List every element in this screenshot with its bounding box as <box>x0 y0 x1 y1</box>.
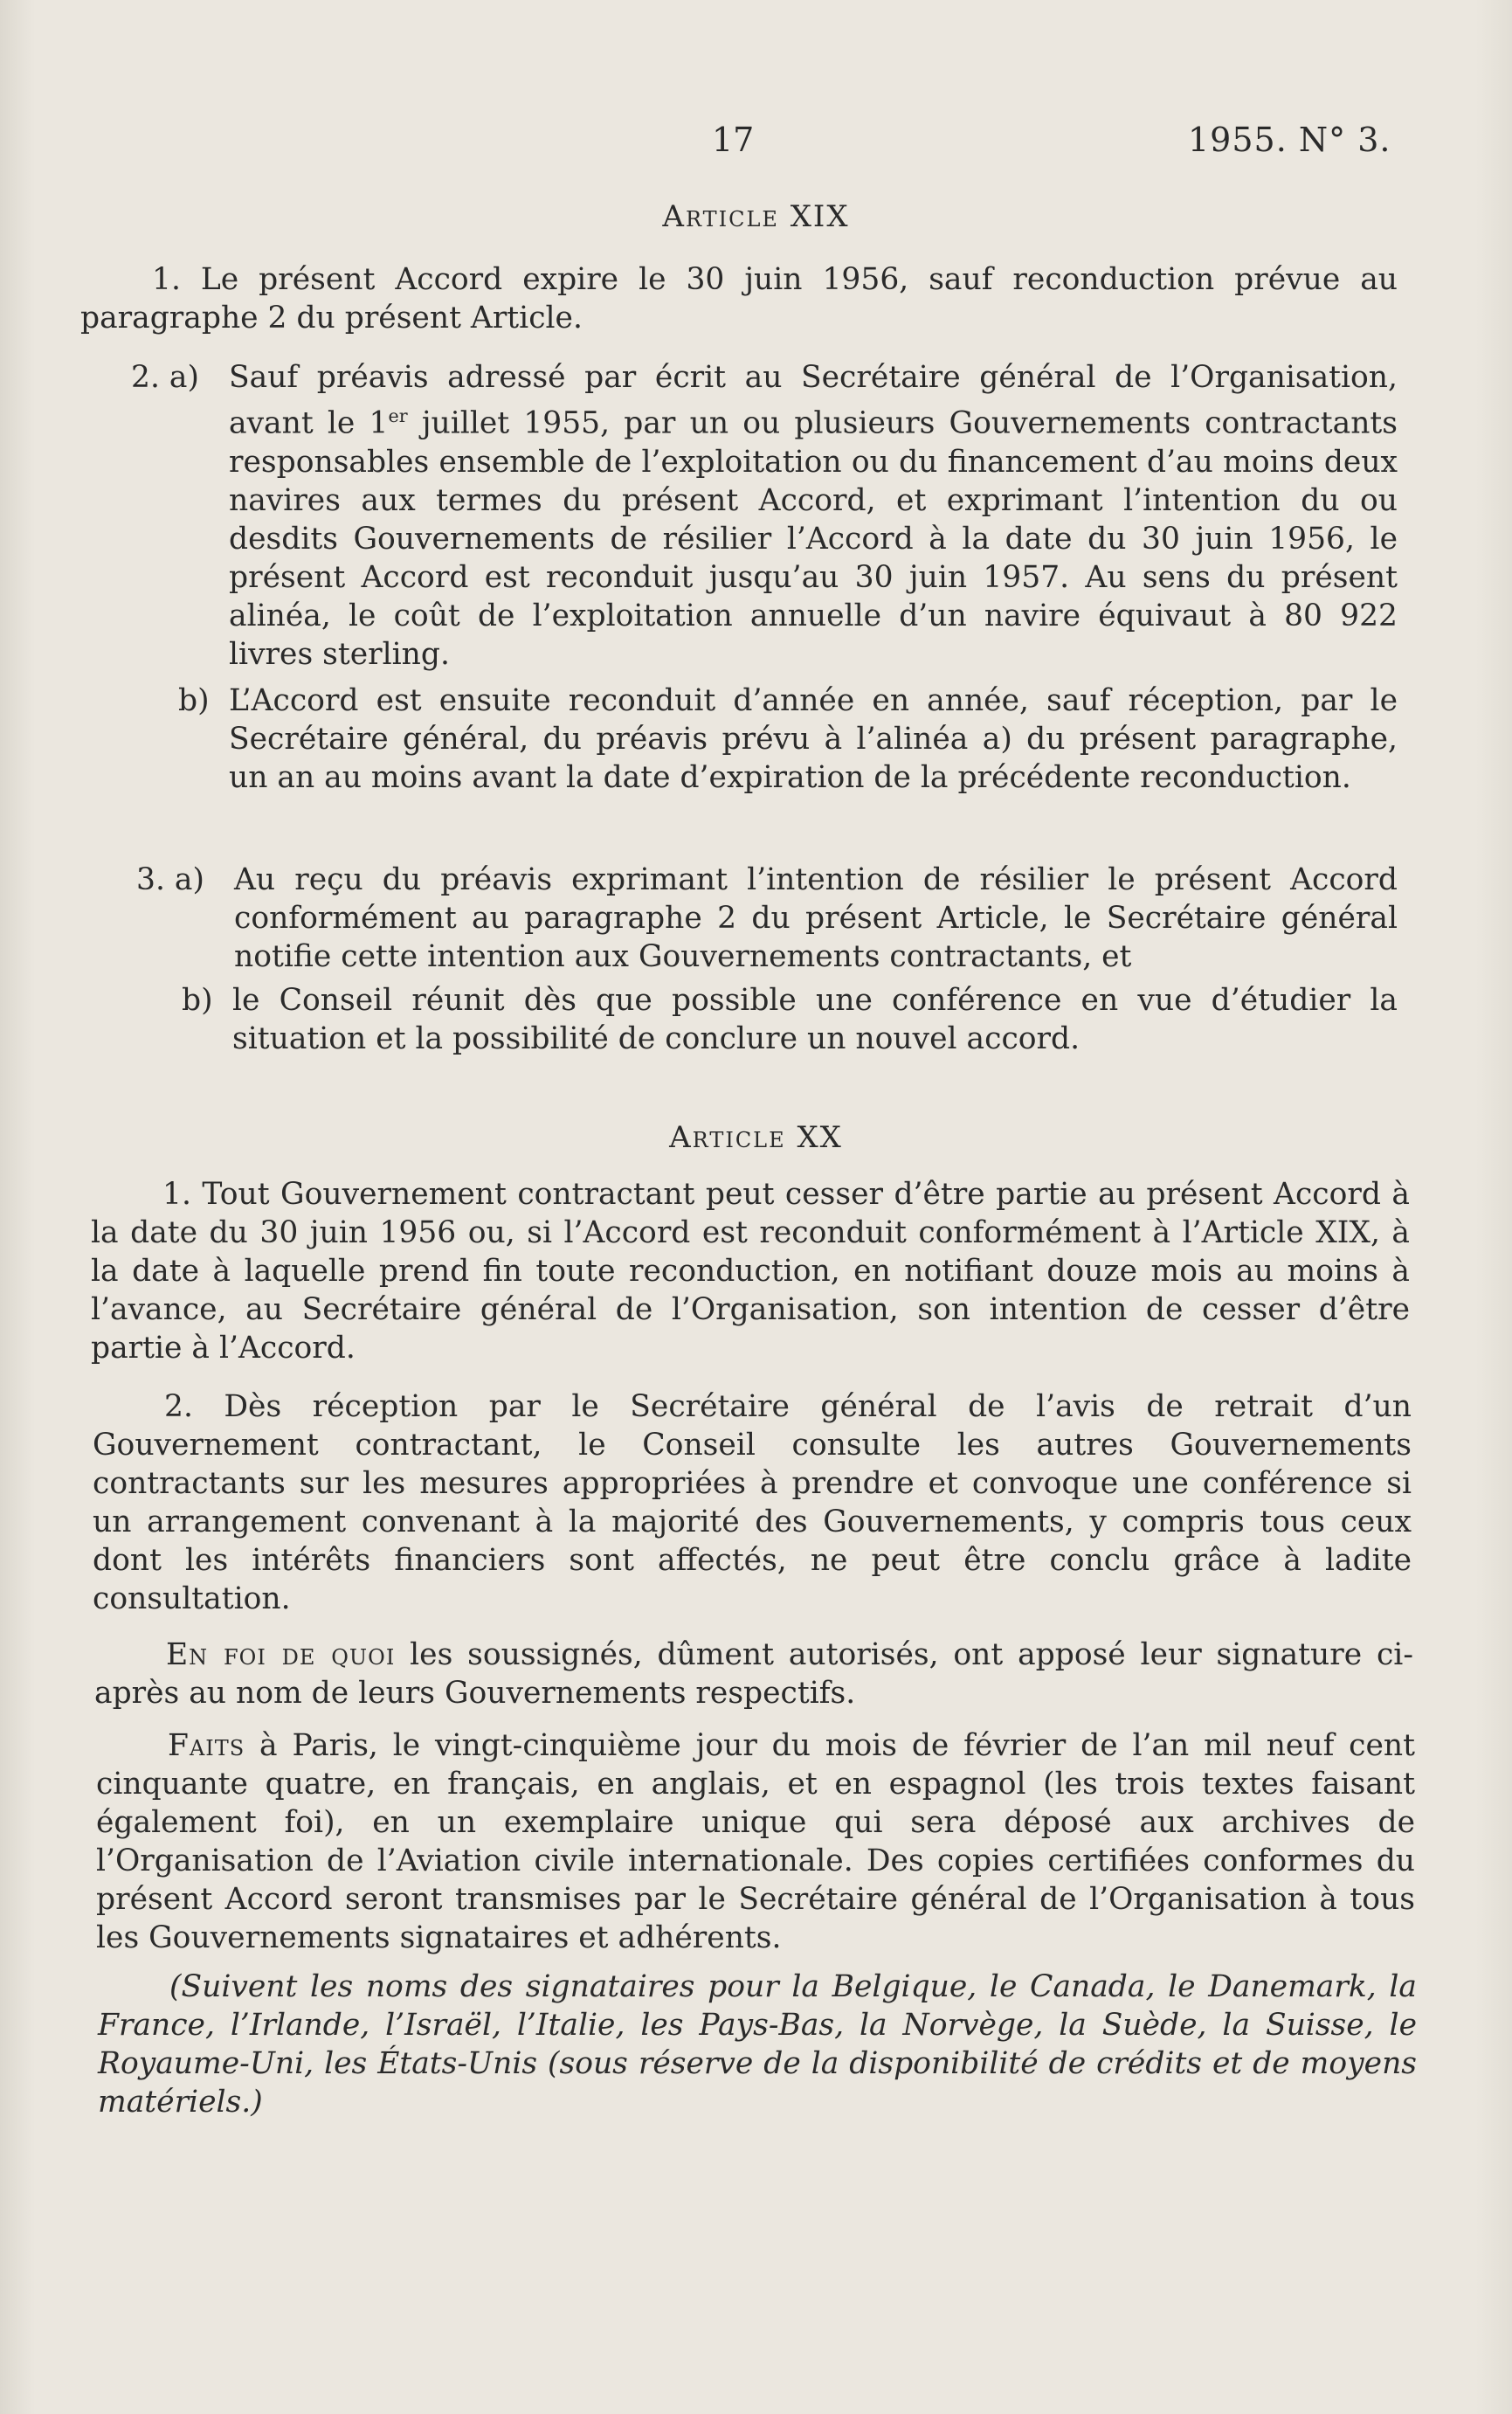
paragraph-text: le Conseil réunit dès que possible une conférence en vue d’étudier la situation et la possibilité de conclure un nouvel accord. <box>232 983 1398 1056</box>
article-xix-paragraph-2b <box>178 681 1398 797</box>
article-xx-title: Article XX <box>669 1120 843 1155</box>
paragraph-text: Sauf préavis adressé par écrit au Secrétaire général de l’Organisation, avant le 1er juillet 1955, par un ou plusieurs Gouvernements contractants responsables ensemble de l’exploitation ou du financement d’au moins deux navires aux termes du présent Accord, et exprimant l’intention du ou desdits Gouvernements de résilier l’Accord à la date du 30 juin 1956, le présent Accord est reconduit jusqu’au 30 juin 1957. Au sens du présent alinéa, le coût de l’exploitation annuelle d’un navire équivaut à 80 922 livres sterling. <box>229 360 1398 672</box>
paragraph-label: b) <box>178 683 210 718</box>
en-foi-de-quoi-paragraph: En foi de quoi les soussignés, dûment autorisés, ont apposé leur signature ci-après au nom de leurs Gouvernements respectifs. <box>94 1637 1413 1711</box>
page-header <box>0 121 1512 173</box>
page-number: 17 <box>712 121 755 159</box>
article-xix-paragraph-3a <box>136 861 1398 976</box>
paragraph-text: L’Accord est ensuite reconduit d’année en année, sauf réception, par le Secrétaire général, du préavis prévu à l’alinéa a) du présent paragraphe, un an au moins avant la date d’expiration de la précédente reconduction. <box>229 683 1398 795</box>
article-xix-title: Article XIX <box>662 199 850 234</box>
article-xx-paragraph-2: 2. Dès réception par le Secrétaire général de l’avis de retrait d’un Gouvernement contractant, le Conseil consulte les autres Gouvernements contractants sur les mesures appropriées à prendre et convoque une conférence si un arrangement convenant à la majorité des Gouvernements, y compris tous ceux dont les intérêts financiers sont affectés, ne peut être conclu grâce à ladite consultation. <box>93 1389 1412 1616</box>
article-xix-paragraph-3b <box>182 981 1398 1058</box>
faits-paragraph: Faits à Paris, le vingt-cinquième jour du mois de février de l’an mil neuf cent cinquante quatre, en français, en anglais, et en espagnol (les trois textes faisant également foi), en un exemplaire unique qui sera déposé aux archives de l’Organisation de l’Aviation civile internationale. Des copies certifiées conformes du présent Accord seront transmises par le Secrétaire général de l’Organisation à tous les Gouvernements signataires et adhérents. <box>96 1728 1415 1955</box>
paragraph-label: b) <box>182 983 213 1018</box>
paragraph-text: Au reçu du préavis exprimant l’intention de résilier le présent Accord conformément au paragraphe 2 du présent Article, le Secrétaire général notifie cette intention aux Gouvernements contractants, et <box>234 862 1398 974</box>
paragraph-label: 3. a) <box>136 862 204 897</box>
article-xix-paragraph-1: 1. Le présent Accord expire le 30 juin 1956, sauf reconduction prévue au paragraphe 2 du présent Article. <box>80 262 1398 335</box>
document-reference: 1955. N° 3. <box>1188 121 1391 159</box>
paragraph-label: 2. a) <box>131 360 199 395</box>
article-xix-paragraph-2a <box>131 358 1398 674</box>
article-xx-paragraph-1: 1. Tout Gouvernement contractant peut cesser d’être partie au présent Accord à la date du 30 juin 1956 ou, si l’Accord est reconduit conformément à l’Article XIX, à la date à laquelle prend fin toute reconduction, en notifiant douze mois au moins à l’avance, au Secrétaire général de l’Organisation, son intention de cesser d’être partie à l’Accord. <box>91 1177 1410 1366</box>
signatories-note: (Suivent les noms des signataires pour la Belgique, le Canada, le Danemark, la France, l’Irlande, l’Israël, l’Italie, les Pays-Bas, la Norvège, la Suède, la Suisse, le Royaume-Uni, les États-Unis (sous réserve de la disponibilité de crédits et de moyens matériels.) <box>98 1969 1417 2120</box>
